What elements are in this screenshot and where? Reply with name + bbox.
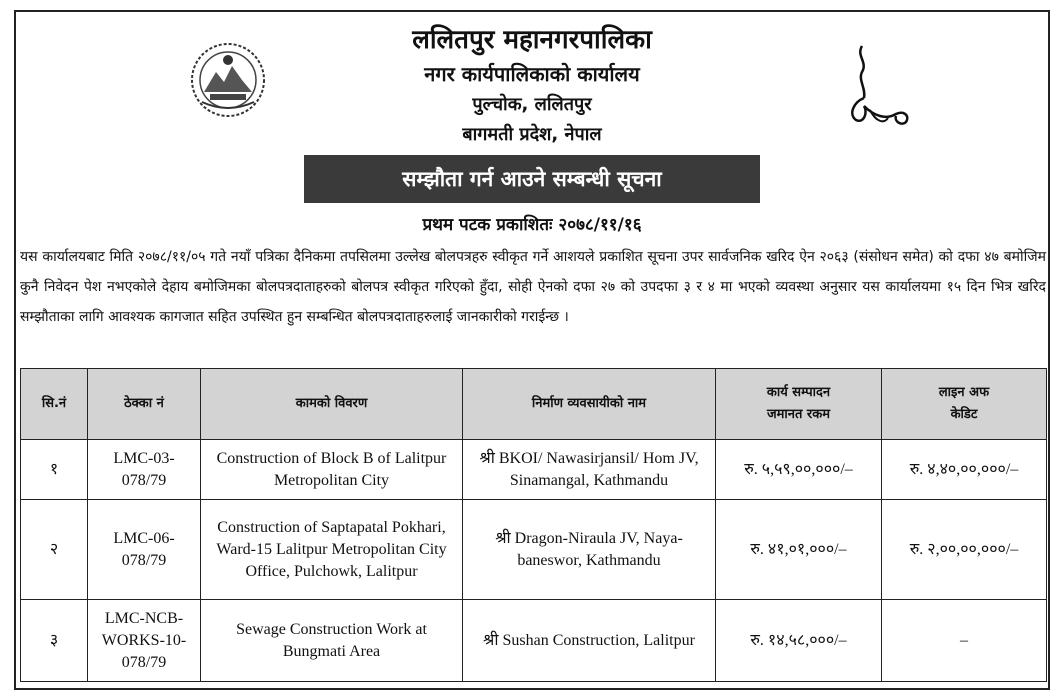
cell-performance-guarantee: रु. ५,५९,००,०००/– xyxy=(716,440,882,500)
cell-contract-no: LMC-NCB-WORKS-10-078/79 xyxy=(88,600,201,682)
header-credit-line2: केडिट xyxy=(950,407,978,422)
table-row xyxy=(21,600,1047,682)
cell-performance-guarantee: रु. ४१,०१,०००/– xyxy=(716,500,882,600)
office-name: नगर कार्यपालिकाको कार्यालय xyxy=(424,62,640,86)
header-builder: निर्माण व्यवसायीको नाम xyxy=(463,369,716,440)
cell-description: Sewage Construction Work at Bungmati Area xyxy=(201,600,463,682)
cell-contract-no: LMC-06-078/79 xyxy=(88,500,201,600)
header-performance-guarantee xyxy=(716,369,882,440)
office-header xyxy=(0,0,1064,150)
lalitpur-metropolitan-logo-icon xyxy=(840,40,920,130)
cell-description: Construction of Block B of Lalitpur Metropolitan City xyxy=(201,440,463,500)
cell-sn: ३ xyxy=(21,600,88,682)
contracts-table xyxy=(20,368,1047,682)
cell-builder: श्री BKOI/ Nawasirjansil/ Hom JV, Sinamangal, Kathmandu xyxy=(463,440,716,500)
cell-contract-no: LMC-03-078/79 xyxy=(88,440,201,500)
notice-banner: सम्झौता गर्न आउने सम्बन्धी सूचना xyxy=(304,155,760,203)
cell-performance-guarantee: रु. १४,५८,०००/– xyxy=(716,600,882,682)
cell-line-of-credit: – xyxy=(882,600,1047,682)
header-line-of-credit xyxy=(882,369,1047,440)
publication-date: प्रथम पटक प्रकाशितः २०७८/११/१६ xyxy=(422,215,642,235)
header-credit-line1: लाइन अफ xyxy=(938,385,990,400)
header-contract-no: ठेक्का नं xyxy=(88,369,201,440)
header-sn: सि.नं xyxy=(21,369,88,440)
cell-line-of-credit: रु. ४,४०,००,०००/– xyxy=(882,440,1047,500)
office-province: बागमती प्रदेश, नेपाल xyxy=(462,124,602,145)
header-performance-line2: जमानत रकम xyxy=(766,407,830,422)
cell-sn: २ xyxy=(21,500,88,600)
header-description: कामको विवरण xyxy=(201,369,463,440)
notice-body: यस कार्यालयबाट मिति २०७८/११/०५ गते नयाँ पत्रिका दैनिकमा तपसिलमा उल्लेख बोलपत्रहरु स्वीकृत गर्ने आशयले प्रकाशित सूचना उपर सार्वजनिक खरिद ऐन २०६३ (संसोधन समेत) को दफा ४७ बमोजिम कुनै निवेदन पेश नभएकोले देहाय बमोजिमका बोलपत्रदाताहरुको बोलपत्र स्वीकृत गरिएको हुँदा, सोही ऐनको दफा २७ को उपदफा ३ र ४ मा भएको व्यवस्था अनुसार यस कार्यालयमा १५ दिन भित्र खरिद सम्झौताका लागि आवश्यक कागजात सहित उपस्थित हुन सम्बन्धित बोलपत्रदाताहरुलाई जानकारीको गराईन्छ । xyxy=(20,249,1047,325)
header-performance-line1: कार्य सम्पादन xyxy=(766,385,831,400)
cell-builder: श्री Dragon-Niraula JV, Naya-baneswor, Kathmandu xyxy=(463,500,716,600)
table-header-row xyxy=(21,369,1047,440)
cell-builder: श्री Sushan Construction, Lalitpur xyxy=(463,600,716,682)
table-row xyxy=(21,440,1047,500)
municipality-name: ललितपुर महानगरपालिका xyxy=(412,25,652,55)
cell-description: Construction of Saptapatal Pokhari, Ward-15 Lalitpur Metropolitan City Office, Pulchowk, Lalitpur xyxy=(201,500,463,600)
office-address: पुल्चोक, ललितपुर xyxy=(472,94,592,115)
cell-line-of-credit: रु. २,००,००,०००/– xyxy=(882,500,1047,600)
table-row xyxy=(21,500,1047,600)
cell-sn: १ xyxy=(21,440,88,500)
